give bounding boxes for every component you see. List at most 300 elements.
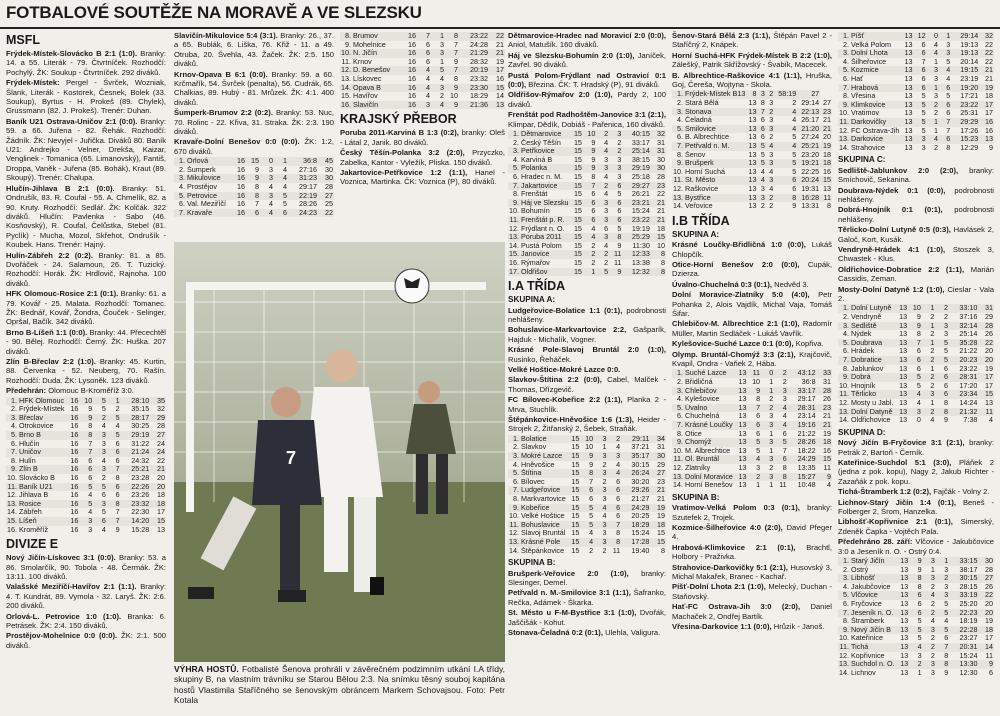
team-cell: Suché Lazce <box>684 369 734 378</box>
rank-cell: 12. <box>673 184 683 193</box>
match-result: Vratimov-Velká Polom 0:3 (0:1), <box>672 503 800 513</box>
rank-cell: 12. <box>839 398 849 407</box>
match-report <box>838 166 994 185</box>
points-cell: 24 <box>157 439 165 448</box>
team-cell: Kylešovice <box>685 395 720 404</box>
team-cell: Petřvald n. M. <box>684 142 746 151</box>
rank-cell: 11. <box>509 520 519 529</box>
stat-cell: 13 <box>896 643 910 652</box>
team-cell: Krásné Loučky <box>685 421 733 429</box>
rank-cell: 1. <box>838 304 850 313</box>
score-cell: 29:26 <box>621 486 650 495</box>
score-cell: 37:21 <box>631 443 650 452</box>
team-cell: Český Těšín <box>521 138 561 147</box>
match-report <box>672 71 832 90</box>
stat-cell: 6 <box>616 512 621 521</box>
score-cell: 23:20 <box>801 150 820 159</box>
points-cell: 11 <box>978 408 994 417</box>
stat-cell: 13 <box>746 194 757 203</box>
report-list <box>672 31 832 89</box>
match-details: Cupák, Dzierza. <box>672 259 832 279</box>
team-cell: Pustá Polom <box>521 241 562 250</box>
stat-cell: 5 <box>944 599 949 608</box>
rank-cell: 13. <box>509 537 519 546</box>
stat-cell: 10 <box>585 443 594 452</box>
match-result: Doubrava-Nýdek 0:1 (0:0), <box>838 185 946 195</box>
stat-cell: 15 <box>246 157 260 166</box>
table-row <box>838 617 994 626</box>
stat-cell: 2 <box>583 250 596 259</box>
team-cell: Hnojník <box>851 381 876 390</box>
table-row <box>6 431 166 440</box>
table-row <box>838 330 994 339</box>
stat-cell: 3 <box>939 49 951 58</box>
stat-cell: 9 <box>917 565 922 574</box>
stat-cell: 2 <box>933 143 938 152</box>
rank-cell: 8. <box>843 617 849 626</box>
stat-cell: 5 <box>774 438 788 447</box>
score-cell: 33:17 <box>788 387 817 396</box>
points-cell: 8 <box>661 546 665 555</box>
match-details: branky: Petrák 2, Bartoň - Černík. <box>838 438 994 457</box>
stat-cell: 3 <box>913 135 926 144</box>
points-cell: 17 <box>985 634 993 643</box>
stat-cell: 15 <box>570 199 583 208</box>
points-cell: 16 <box>823 167 831 176</box>
match-result: Krásné Pole-Slavoj Bruntál 2:0 (1:0), <box>508 345 666 355</box>
table-row <box>672 421 832 430</box>
match-report <box>174 108 334 136</box>
stat-cell: 4 <box>930 416 935 425</box>
rank-cell: 4. <box>179 183 185 192</box>
points-cell: 17 <box>489 66 505 75</box>
rank-cell: 13. <box>673 472 683 481</box>
score-cell: 23:32 <box>470 74 488 83</box>
report-list <box>672 240 832 368</box>
stat-cell: 16 <box>70 491 79 500</box>
table-row <box>838 58 994 67</box>
table-row <box>508 529 666 538</box>
table-row <box>508 486 666 495</box>
rank-cell: 3. <box>672 387 684 396</box>
score-cell: 58:19 <box>774 90 797 99</box>
match-result: Chlebičov-M. Albrechtice 2:1 (1:0), <box>672 319 800 329</box>
match-report <box>6 553 166 581</box>
score-cell: 21:20 <box>797 125 820 134</box>
rank-cell: 9. <box>508 199 520 208</box>
stat-cell: 2 <box>602 460 607 469</box>
score-cell: 24:32 <box>131 456 150 465</box>
rank-cell: 13. <box>673 193 683 202</box>
match-result: Tichá-Štramberk 1:2 (0:2), <box>838 487 932 497</box>
stat-cell: 5 <box>580 504 594 513</box>
table-row <box>340 58 505 67</box>
rank-cell: 14. <box>7 508 17 517</box>
match-report <box>672 622 832 631</box>
team-cell: Nýdek <box>851 330 872 339</box>
score-cell: 17:20 <box>959 381 978 390</box>
match-report <box>672 543 832 562</box>
match-report <box>6 78 166 116</box>
stat-cell: 10 <box>450 92 458 101</box>
team-cell: Brno B <box>18 431 66 440</box>
points-cell: 9 <box>989 143 993 152</box>
match-report <box>174 70 334 108</box>
stat-cell: 3 <box>88 525 93 534</box>
report-list <box>508 306 666 434</box>
match-details: branky: Smíchovič, Sekanina. <box>838 165 994 185</box>
rank-cell: 1. <box>838 557 850 566</box>
score-cell: 14:24 <box>959 398 978 407</box>
match-details: Radomír Müller, Martin Sedláček - Lukáš Vavřík. <box>672 319 832 338</box>
stat-cell: 9 <box>748 387 762 396</box>
score-cell: 25:21 <box>121 465 151 474</box>
stat-cell: 2 <box>604 258 609 267</box>
stat-cell: 1 <box>936 557 949 566</box>
match-report <box>672 503 832 522</box>
stat-cell: 9 <box>589 460 594 469</box>
table-row <box>672 378 832 387</box>
stat-cell: 2 <box>440 92 444 101</box>
match-details: David Pfeger 4. <box>672 522 832 542</box>
table-row <box>508 250 666 259</box>
score-cell: 20:31 <box>949 643 978 652</box>
score-cell: 24:23 <box>288 209 318 218</box>
points-cell: 4 <box>827 481 831 490</box>
table-row <box>672 395 832 404</box>
table-row <box>672 430 832 439</box>
rank-cell: 9. <box>6 465 18 474</box>
team-cell: HFK Olomouc <box>19 396 65 405</box>
points-cell: 11 <box>823 463 831 472</box>
score-cell: 43:12 <box>788 369 817 378</box>
stat-cell: 6 <box>935 373 949 382</box>
team-cell: Lichnov <box>851 668 876 677</box>
team-cell: Vřesina <box>851 92 876 101</box>
team-cell: Veřovice <box>685 202 713 211</box>
stat-cell: 8 <box>454 74 458 83</box>
points-cell: 21 <box>150 465 166 474</box>
points-cell: 17 <box>157 508 165 517</box>
stat-cell: 6 <box>616 477 621 486</box>
stat-cell: 6 <box>943 364 948 373</box>
team-cell: Velká Polom <box>851 40 891 49</box>
stat-cell: 3 <box>260 174 274 183</box>
stat-cell: 5 <box>283 200 287 209</box>
stat-cell: 3 <box>922 390 936 399</box>
match-details: Daniel Machaček 2, Ondřej Bartík. <box>672 602 832 621</box>
section-title-divize: DIVIZE E <box>6 537 59 552</box>
rank-cell: 5. <box>174 192 186 201</box>
stat-cell: 8 <box>782 463 787 472</box>
match-result: Šenov-Stará Bělá 2:3 (1:1), <box>672 31 771 40</box>
rank-cell: 10. <box>7 473 17 482</box>
table-row <box>340 84 505 93</box>
team-cell: Chuchelná <box>685 412 720 421</box>
team-cell: Kobeřice <box>520 504 567 513</box>
score-cell: 35:15 <box>131 405 150 414</box>
stat-cell: 4 <box>591 224 596 233</box>
stat-cell: 2 <box>766 90 774 99</box>
stat-cell: 6 <box>609 216 622 225</box>
score-cell: 29:14 <box>801 99 820 108</box>
table-row <box>672 369 832 378</box>
stat-cell: 3 <box>923 557 936 566</box>
table-row <box>672 185 832 194</box>
stat-cell: 5 <box>617 224 622 233</box>
team-cell: Štěpánkovice <box>521 546 565 555</box>
table-row <box>6 422 166 431</box>
stat-cell: 6 <box>591 207 596 216</box>
rank-cell: 6. <box>513 173 519 182</box>
report-list <box>838 166 994 304</box>
group-title: SKUPINA C: <box>838 155 886 165</box>
stat-cell: 13 <box>748 202 757 211</box>
match-details: Březina. ČK: T. Hradský (P), 91 diváků. <box>528 80 660 90</box>
stat-cell: 3 <box>260 192 274 201</box>
score-cell: 23:28 <box>131 473 150 482</box>
match-report <box>508 345 666 364</box>
score-cell: 22:30 <box>131 508 150 517</box>
points-cell: 32 <box>651 130 666 139</box>
stat-cell: 9 <box>944 668 949 677</box>
stat-cell: 7 <box>589 477 594 486</box>
score-cell: 33:10 <box>949 304 978 313</box>
score-cell: 21:36 <box>459 101 489 110</box>
table-row <box>6 440 166 449</box>
match-report <box>508 365 666 374</box>
stat-cell: 13 <box>899 398 908 407</box>
score-cell: 25:14 <box>959 330 978 339</box>
stat-cell: 8 <box>608 538 622 547</box>
stat-cell: 7 <box>608 521 622 530</box>
stat-cell: 13 <box>900 101 913 110</box>
stat-cell: 6 <box>616 495 621 503</box>
stat-cell: 13 <box>899 416 908 425</box>
stat-cell: 7 <box>908 339 922 348</box>
match-report <box>508 569 666 588</box>
rank-cell: 11. <box>839 642 849 651</box>
score-cell: 38:17 <box>959 565 978 574</box>
stat-cell: 4 <box>909 643 922 652</box>
stat-cell: 1 <box>769 446 774 455</box>
stat-cell: 4 <box>748 455 762 464</box>
stat-cell: 13 <box>896 660 910 669</box>
stat-cell: 16 <box>66 500 80 509</box>
match-report <box>672 523 832 542</box>
stat-cell: 6 <box>246 209 260 218</box>
stat-cell: 9 <box>445 101 459 110</box>
stat-cell: 2 <box>760 202 765 211</box>
team-cell: Ludgeřovice <box>520 486 567 495</box>
table-row <box>508 504 666 513</box>
caption-text: Fotbalisté Šenova prohráli v závěrečném podzimním utkání I.A třídy, skupiny B, na vlastním trávníku se Starou Bělou 2:3. Na snímku těsný souboj kapitána hostů Vlastimila Staříčného se šenovským obráncem Markem Schovajsou. <box>174 664 505 695</box>
stat-cell: 4 <box>769 167 774 176</box>
team-cell: Tichá <box>850 643 896 652</box>
team-cell: Raškovice <box>685 184 719 193</box>
team-cell: Dolní Datyně <box>851 407 893 416</box>
stat-cell: 4 <box>769 184 774 193</box>
stat-cell: 4 <box>269 200 273 209</box>
stat-cell: 6 <box>748 421 762 430</box>
stat-cell: 13 <box>738 446 747 455</box>
stat-cell: 15 <box>571 460 580 469</box>
rank-cell: 7. <box>838 84 850 93</box>
stat-cell: 0 <box>927 32 939 41</box>
stat-cell: 13 <box>734 369 748 378</box>
stat-cell: 13 <box>904 57 913 66</box>
points-cell: 21 <box>657 207 665 216</box>
stat-cell: 4 <box>88 491 93 500</box>
stat-cell: 3 <box>766 125 774 134</box>
stat-cell: 8 <box>936 660 949 669</box>
stat-cell: 4 <box>774 108 797 117</box>
match-details: Melecký, Duchan - Staňovský. <box>672 582 832 601</box>
stat-cell: 6 <box>426 57 430 66</box>
points-cell: 20 <box>985 347 993 356</box>
stat-cell: 15 <box>573 207 582 216</box>
match-details: Husovský 3, Michal Makařek, Branec - Kachař. <box>672 562 832 581</box>
stat-cell: 6 <box>115 456 120 465</box>
stat-cell: 5 <box>921 126 926 135</box>
match-report <box>838 186 994 205</box>
stat-cell: 5 <box>589 512 594 521</box>
table-row <box>672 202 832 211</box>
stat-cell: 4 <box>596 147 609 156</box>
stat-cell: 3 <box>617 155 622 164</box>
score-cell: 25:21 <box>797 142 820 151</box>
rank-cell: 10. <box>509 207 519 216</box>
stat-cell: 5 <box>917 617 922 626</box>
match-result: Předehráno 28. září: <box>838 537 913 547</box>
score-cell: 21:24 <box>121 448 151 457</box>
match-report <box>672 240 832 259</box>
stat-cell: 4 <box>604 138 609 147</box>
points-cell: 21 <box>823 412 831 421</box>
rank-cell: 10. <box>839 109 849 118</box>
stat-cell: 13 <box>894 390 908 399</box>
stat-cell: 7 <box>454 40 458 49</box>
stat-cell: 2 <box>774 369 788 378</box>
stat-cell: 6 <box>115 491 120 500</box>
score-cell: 29:19 <box>121 431 151 440</box>
standings-table-ib-a <box>672 369 832 489</box>
team-cell: Suchdol n. O. <box>851 660 895 669</box>
points-cell: 16 <box>985 126 993 135</box>
table-row <box>672 125 832 134</box>
rank-cell: 16. <box>7 525 17 534</box>
match-details: Cabel, Malček - Thomas, Dřízgevič. <box>508 375 666 394</box>
stat-cell: 15 <box>570 233 583 242</box>
rank-cell: 6. <box>677 133 683 142</box>
points-cell: 11 <box>985 651 993 660</box>
stat-cell: 2 <box>930 599 935 608</box>
stat-cell: 6 <box>909 591 922 600</box>
stat-cell: 16 <box>403 101 417 110</box>
match-details: podrobnosti nehlášeny. <box>838 185 994 204</box>
points-cell: 21 <box>979 66 994 75</box>
team-cell: Mikulovice <box>186 174 232 183</box>
table-row <box>6 526 166 535</box>
team-cell: Smilovice <box>684 125 746 134</box>
points-cell: 26 <box>985 330 993 339</box>
stat-cell: 13 <box>904 126 913 135</box>
standings-table-ib-c <box>838 304 994 424</box>
stat-cell: 3 <box>921 143 926 152</box>
team-cell: Oldřišov <box>520 268 570 277</box>
score-cell: 28:32 <box>470 57 488 66</box>
score-cell: 37:16 <box>959 313 978 321</box>
team-cell: Hradec n. M. <box>521 173 563 182</box>
stat-cell: 13 <box>900 668 909 677</box>
score-cell: 10:48 <box>797 481 816 490</box>
table-row <box>508 478 666 487</box>
score-cell: 25:29 <box>622 233 650 242</box>
table-row <box>838 574 994 583</box>
caption-head: VÝHRA HOSTŮ. <box>174 664 239 674</box>
score-cell: 14:20 <box>121 517 151 526</box>
table-row <box>672 473 832 482</box>
stat-cell: 16 <box>232 157 246 166</box>
match-result: Dobrá-Hnojník 0:1 (0:1), <box>838 205 943 215</box>
match-result: Nový Jičín-Lískovec 3:1 (0:0). <box>6 553 116 563</box>
points-cell: 20 <box>823 133 831 142</box>
stat-cell: 4 <box>927 135 939 144</box>
match-details: Branky: 53. a 86. Smolarčík, 90. Tobola - 48. Čermák. ŽK: 13:11. 100 diváků. <box>6 553 166 581</box>
points-cell: 22 <box>318 209 334 218</box>
score-cell: 36:8 <box>801 378 816 387</box>
rank-cell: 4. <box>843 330 849 339</box>
stat-cell: 4 <box>426 74 430 83</box>
team-cell: Markvartovice <box>521 495 566 503</box>
team-cell: Doubrava <box>850 339 894 348</box>
standings-table-divize <box>174 157 334 217</box>
stat-cell: 0 <box>761 369 774 378</box>
stat-cell: 7 <box>921 57 926 66</box>
points-cell: 18 <box>823 150 831 159</box>
stat-cell: 6 <box>426 40 430 49</box>
stat-cell: 6 <box>93 517 107 526</box>
stat-cell: 5 <box>935 339 949 348</box>
stat-cell: 3 <box>760 184 765 193</box>
match-details: Klimpar, Dědík, Dobiáš - Pařenica, 160 diváků. <box>508 119 666 129</box>
match-report <box>6 184 166 250</box>
match-details: Branky: 44. Přecechtěl - 90. Bělej. Rozhodčí: Černý. ŽK: Huška. 207 diváků. <box>6 327 166 356</box>
points-cell: 30 <box>650 452 666 461</box>
score-cell: 23:22 <box>622 216 650 225</box>
stat-cell: 2 <box>930 330 935 339</box>
stat-cell: 9 <box>617 241 622 250</box>
stat-cell: 5 <box>107 431 121 440</box>
table-row <box>6 414 166 423</box>
score-cell: 19:15 <box>951 66 979 75</box>
rank-cell: 4. <box>677 395 683 404</box>
team-cell: Slavoj Bruntál <box>521 529 566 538</box>
stat-cell: 6 <box>917 599 922 608</box>
team-cell: Píšť <box>850 32 900 41</box>
stat-cell: 7 <box>445 49 459 58</box>
stat-cell: 13 <box>748 167 757 176</box>
rank-cell: 9. <box>838 101 850 110</box>
points-cell: 22 <box>978 591 994 600</box>
points-cell: 9 <box>978 660 994 669</box>
stat-cell: 15 <box>571 477 580 486</box>
stat-cell: 6 <box>417 49 431 58</box>
stat-cell: 4 <box>758 176 766 185</box>
stat-cell: 7 <box>88 439 93 448</box>
points-cell: 18 <box>650 521 666 530</box>
score-cell: 33:19 <box>949 591 978 600</box>
